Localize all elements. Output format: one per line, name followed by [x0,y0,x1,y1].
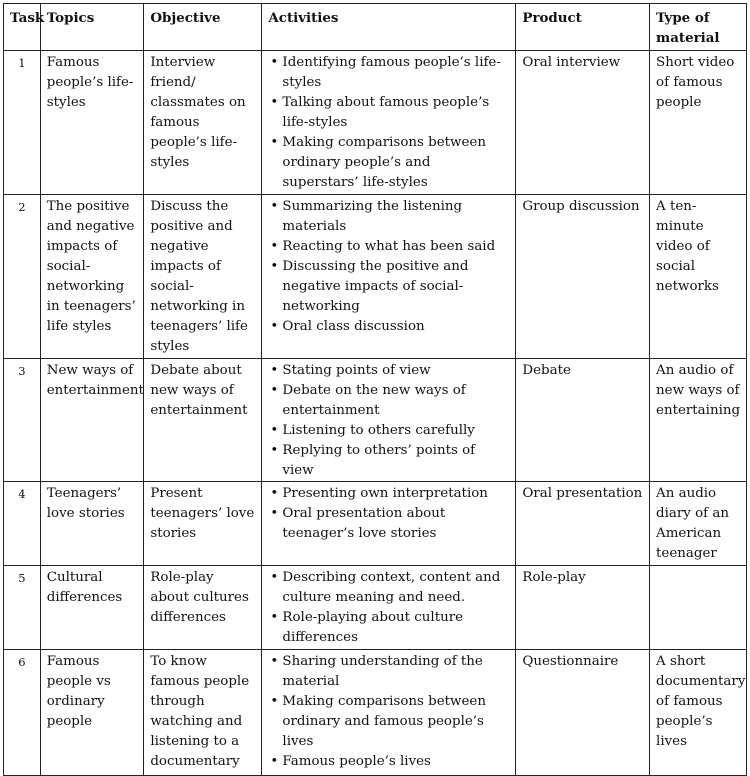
activity-item: • Oral class discussion [266,317,509,337]
product-cell: Role-play [516,566,650,650]
material-cell: An audio diary of an American teenager [650,482,747,566]
activity-item: • Describing context, content and culture meaning and need. [266,568,509,608]
topic-cell: Famous people vs ordinary people [40,650,144,776]
activity-item: • Oral presentation about teenager’s love stories [266,504,509,544]
activity-item: • Discussing the positive and negative impacts of social-networking [266,257,509,317]
product-cell: Oral interview [516,51,650,195]
task-cell: 3 [4,359,41,482]
header-material: Type of material [650,4,747,51]
task-cell: 1 [4,51,41,195]
task-cell: 6 [4,650,41,776]
table-row [4,566,747,650]
header-activities: Activities [262,4,516,51]
task-cell: 4 [4,482,41,566]
objective-cell: Interview friend/ classmates on famous people’s life-styles [144,51,262,195]
topic-cell: Famous people’s life-styles [40,51,144,195]
header-row [4,4,747,51]
material-cell [650,566,747,650]
material-cell: Short video of famous people [650,51,747,195]
activity-item: • Reacting to what has been said [266,237,509,257]
activities-cell [262,482,516,566]
product-cell: Oral presentation [516,482,650,566]
activity-item: • Summarizing the listening materials [266,197,509,237]
header-product: Product [516,4,650,51]
activity-item: • Presenting own interpretation [266,484,509,504]
activity-item: • Making comparisons between ordinary and famous people’s lives [266,692,509,752]
material-cell: A short documentary of famous people’s lives [650,650,747,776]
header-objective: Objective [144,4,262,51]
activities-cell [262,195,516,359]
topic-cell: New ways of entertainment [40,359,144,482]
topic-cell: The positive and negative impacts of social-networking in teenagers’ life styles [40,195,144,359]
table-row [4,650,747,776]
activities-list [266,652,509,772]
objective-cell: Role-play about cultures differences [144,566,262,650]
objective-cell: To know famous people through watching and listening to a documentary [144,650,262,776]
table-row [4,482,747,566]
activities-cell [262,650,516,776]
task-table [3,3,747,776]
table-row [4,359,747,482]
activities-list [266,568,509,648]
header-topics: Topics [40,4,144,51]
material-cell: An audio of new ways of entertaining [650,359,747,482]
activities-list [266,197,509,337]
activity-item: • Stating points of view [266,361,509,381]
activity-item: • Making comparisons between ordinary people’s and superstars’ life-styles [266,133,509,193]
activity-item: • Listening to others carefully [266,421,509,441]
activities-list [266,361,509,481]
objective-cell: Discuss the positive and negative impacts of social-networking in teenagers’ life styles [144,195,262,359]
activities-list [266,53,509,193]
topic-cell: Teenagers’ love stories [40,482,144,566]
activity-item: • Sharing understanding of the material [266,652,509,692]
product-cell: Questionnaire [516,650,650,776]
activity-item: • Identifying famous people’s life-styles [266,53,509,93]
objective-cell: Present teenagers’ love stories [144,482,262,566]
activities-cell [262,566,516,650]
header-task: Task [4,4,41,51]
topic-cell: Cultural differences [40,566,144,650]
activities-cell [262,51,516,195]
task-cell: 2 [4,195,41,359]
table-row [4,51,747,195]
activity-item: • Replying to others’ points of view [266,441,509,481]
activity-item: • Debate on the new ways of entertainment [266,381,509,421]
objective-cell: Debate about new ways of entertainment [144,359,262,482]
activity-item: • Famous people’s lives [266,752,509,772]
task-cell: 5 [4,566,41,650]
activity-item: • Role-playing about culture differences [266,608,509,648]
product-cell: Debate [516,359,650,482]
material-cell: A ten-minute video of social networks [650,195,747,359]
activities-list [266,484,509,544]
product-cell: Group discussion [516,195,650,359]
table-row [4,195,747,359]
activities-cell [262,359,516,482]
activity-item: • Talking about famous people’s life-styles [266,93,509,133]
